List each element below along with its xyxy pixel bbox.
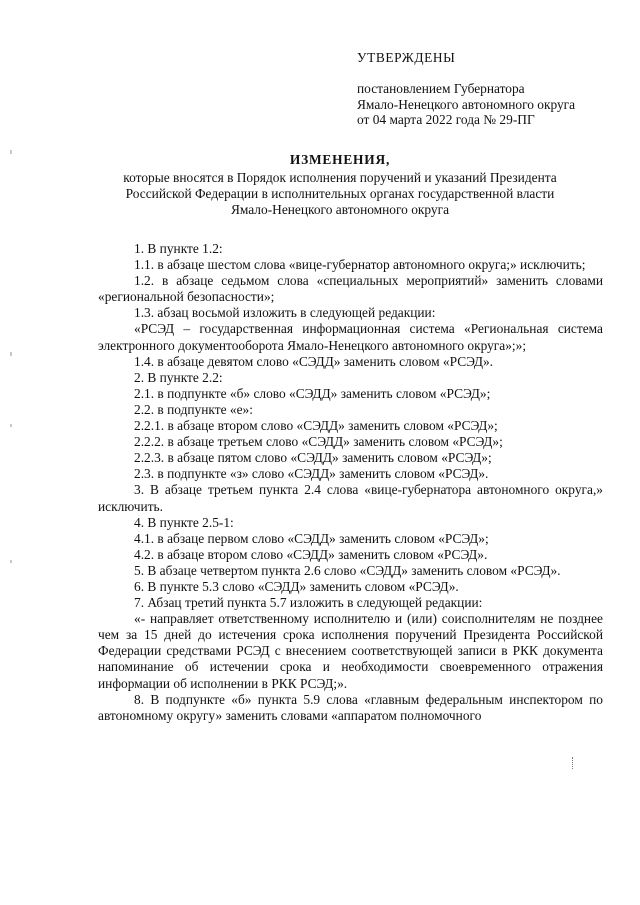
document-subtitle-line: Российской Федерации в исполнительных органах государственной власти (125, 186, 555, 201)
paragraph: 8. В подпункте «б» пункта 5.9 слова «главным федеральным инспектором по автономному округу» заменить словами «аппаратом полномочного (98, 691, 603, 723)
paragraph: 1.1. в абзаце шестом слова «вице-губернатор автономного округа;» исключить; (134, 257, 586, 273)
scan-mark (10, 424, 12, 427)
paragraph: 4. В пункте 2.5-1: (134, 514, 234, 530)
scan-mark (572, 757, 575, 769)
paragraph: 7. Абзац третий пункта 5.7 изложить в следующей редакции: (134, 595, 483, 611)
paragraph: 3. В абзаце третьем пункта 2.4 слова «вице-губернатора автономного округа,» исключить. (98, 482, 603, 514)
approval-line: Ямало-Ненецкого автономного округа (357, 96, 576, 112)
scan-mark (10, 150, 12, 154)
approval-line: от 04 марта 2022 года № 29-ПГ (357, 112, 535, 128)
document-title: ИЗМЕНЕНИЯ, (289, 152, 391, 167)
paragraph: «РСЭД – государственная информационная система «Региональная система электронного документооборота Ямало-Ненецкого автономного округа»;»; (98, 321, 603, 353)
paragraph: 1.3. абзац восьмой изложить в следующей редакции: (134, 305, 436, 321)
approval-stamp (357, 50, 575, 128)
paragraph: «- направляет ответственному исполнителю и (или) соисполнителям не позднее чем за 15 дней до истечения срока исполнения поручений Президента Российской Федерации средствами РСЭД с внесением соответствующей записи в РКК документа напоминание об истечении срока и необходимости своевременного отражения информации об исполнении в РКК РСЭД;». (98, 611, 603, 691)
paragraph: 2.3. в подпункте «з» слово «СЭДД» заменить словом «РСЭД». (134, 466, 489, 482)
paragraph: 2.2. в подпункте «е»: (134, 401, 253, 417)
scan-mark (10, 560, 12, 563)
scan-mark (10, 352, 12, 356)
document-subtitle-line: которые вносятся в Порядок исполнения поручений и указаний Президента (123, 170, 557, 185)
approval-title: УТВЕРЖДЕНЫ (357, 50, 456, 65)
paragraph: 2.2.3. в абзаце пятом слово «СЭДД» заменить словом «РСЭД»; (134, 450, 492, 466)
document-body (98, 241, 603, 724)
paragraph: 4.1. в абзаце первом слово «СЭДД» заменить словом «РСЭД»; (134, 530, 489, 546)
paragraph: 6. В пункте 5.3 слово «СЭДД» заменить словом «РСЭД». (134, 578, 459, 594)
paragraph: 1. В пункте 1.2: (134, 241, 223, 256)
paragraph: 5. В абзаце четвертом пункта 2.6 слово «СЭДД» заменить словом «РСЭД». (134, 562, 561, 578)
paragraph: 2. В пункте 2.2: (134, 369, 223, 385)
paragraph: 4.2. в абзаце втором слово «СЭДД» заменить словом «РСЭД». (134, 546, 488, 562)
document-heading (60, 152, 620, 218)
paragraph: 2.1. в подпункте «б» слово «СЭДД» заменить словом «РСЭД»; (134, 385, 491, 401)
paragraph: 2.2.1. в абзаце втором слово «СЭДД» заменить словом «РСЭД»; (134, 418, 498, 434)
paragraph: 2.2.2. в абзаце третьем слово «СЭДД» заменить словом «РСЭД»; (134, 434, 503, 450)
document-subtitle-line: Ямало-Ненецкого автономного округа (230, 202, 450, 217)
paragraph: 1.4. в абзаце девятом слово «СЭДД» заменить словом «РСЭД». (134, 353, 494, 369)
paragraph: 1.2. в абзаце седьмом слова «специальных мероприятий» заменить словами «региональной безопасности»; (98, 273, 603, 305)
approval-line: постановлением Губернатора (357, 80, 525, 96)
